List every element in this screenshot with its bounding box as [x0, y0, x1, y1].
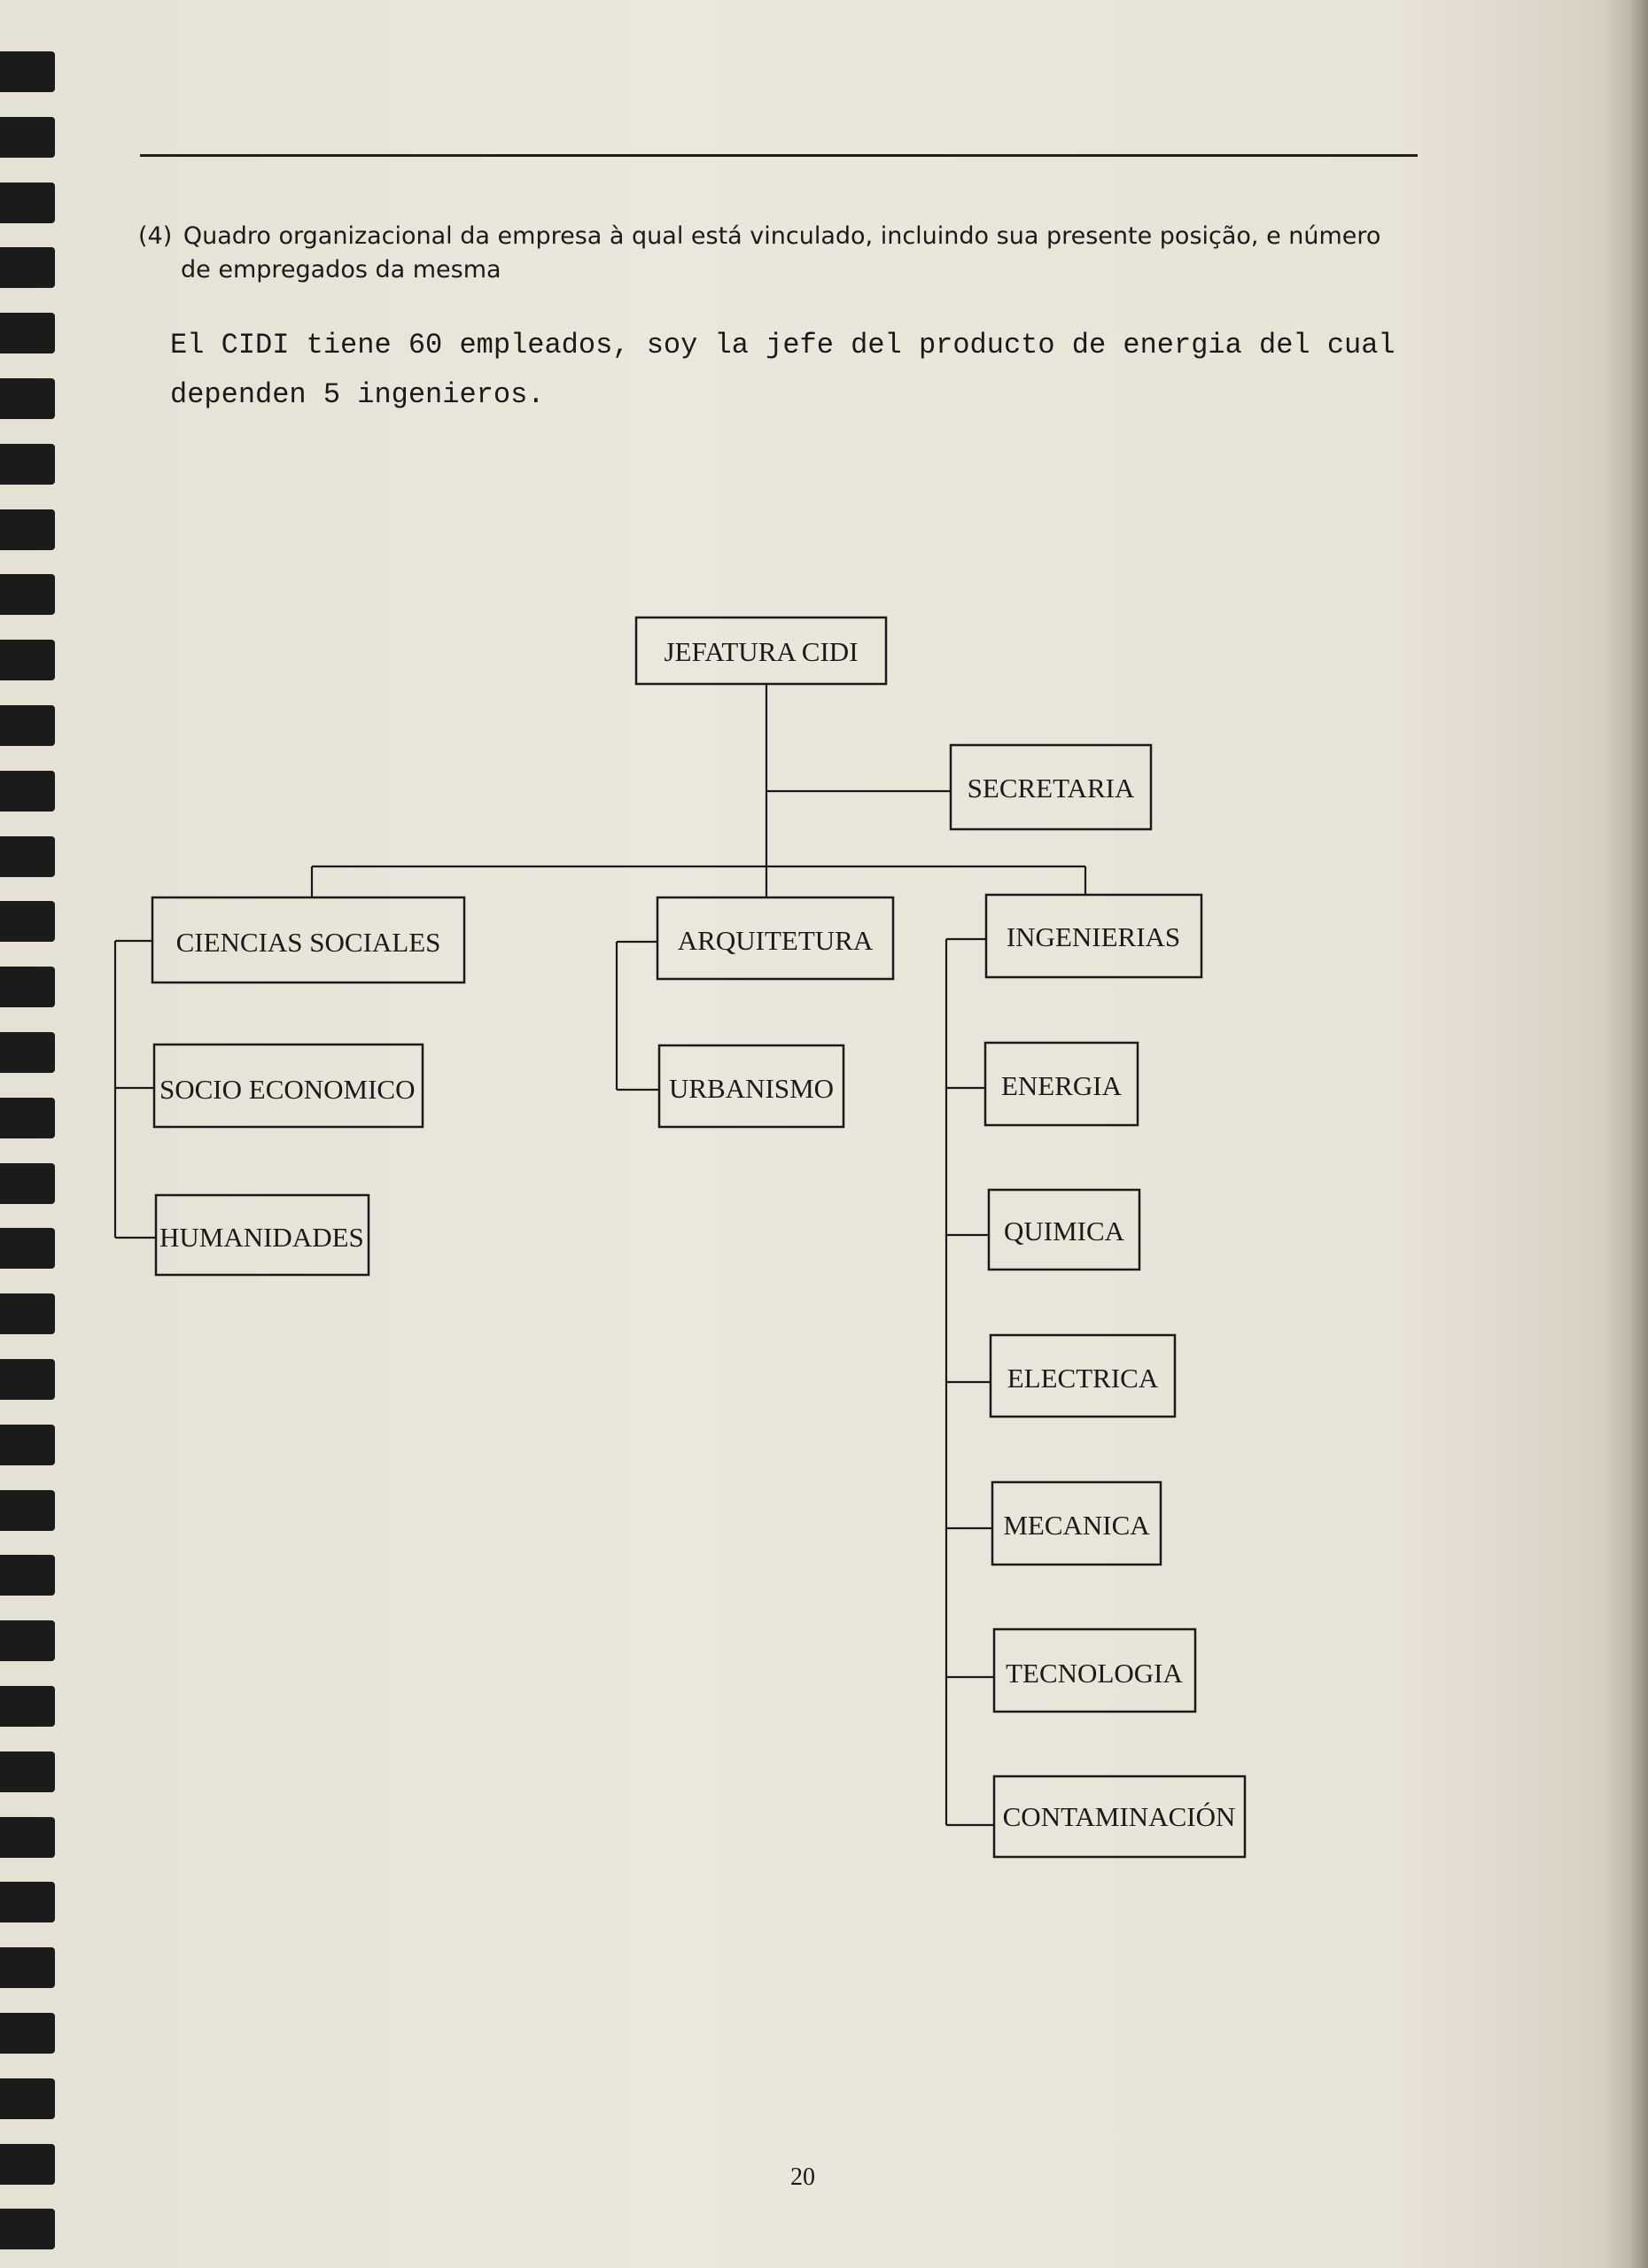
answer-line-1: El CIDI tiene 60 empleados, soy la jefe del producto de energia del cual [170, 329, 1395, 361]
node-mecanica [992, 1482, 1161, 1565]
node-tecnologia [994, 1629, 1195, 1712]
node-label-mecanica: MECANICA [1003, 1510, 1150, 1542]
node-arquitetura [657, 897, 893, 979]
node-label-quimica: QUIMICA [1003, 1216, 1125, 1247]
node-socio-economico [154, 1045, 423, 1127]
node-jefatura [636, 617, 886, 684]
node-energia [985, 1043, 1138, 1125]
node-secretaria [951, 745, 1151, 829]
node-quimica [989, 1190, 1139, 1270]
question-line-1: Quadro organizacional da empresa à qual está vinculado, incluindo sua presente posição, e número [183, 222, 1381, 250]
node-label-secretaria: SECRETARIA [967, 773, 1135, 804]
node-label-arquitetura: ARQUITETURA [677, 925, 874, 957]
node-electrica [991, 1335, 1175, 1417]
node-label-contaminacion: CONTAMINACIÓN [1002, 1801, 1236, 1833]
page-number: 20 [790, 2163, 815, 2191]
node-label-humanidades: HUMANIDADES [159, 1222, 364, 1254]
node-label-ingenierias: INGENIERIAS [1006, 921, 1181, 953]
question-number: (4) [138, 222, 173, 250]
org-connectors [115, 684, 1085, 1825]
node-humanidades [156, 1195, 369, 1275]
node-label-jefatura: JEFATURA CIDI [664, 636, 859, 668]
node-urbanismo [659, 1045, 843, 1127]
answer-line-2: dependen 5 ingenieros. [170, 378, 545, 411]
question-line-2: de empregados da mesma [181, 256, 501, 284]
node-label-urbanismo: URBANISMO [668, 1073, 835, 1105]
node-label-energia: ENERGIA [1000, 1070, 1123, 1102]
node-contaminacion [994, 1776, 1245, 1857]
node-label-tecnologia: TECNOLOGIA [1006, 1658, 1183, 1689]
node-label-electrica: ELECTRICA [1007, 1363, 1159, 1394]
node-label-ciencias-sociales: CIENCIAS SOCIALES [175, 927, 441, 959]
node-label-socio-economico: SOCIO ECONOMICO [159, 1074, 416, 1106]
node-ciencias-sociales [152, 897, 464, 983]
node-ingenierias [986, 895, 1201, 977]
